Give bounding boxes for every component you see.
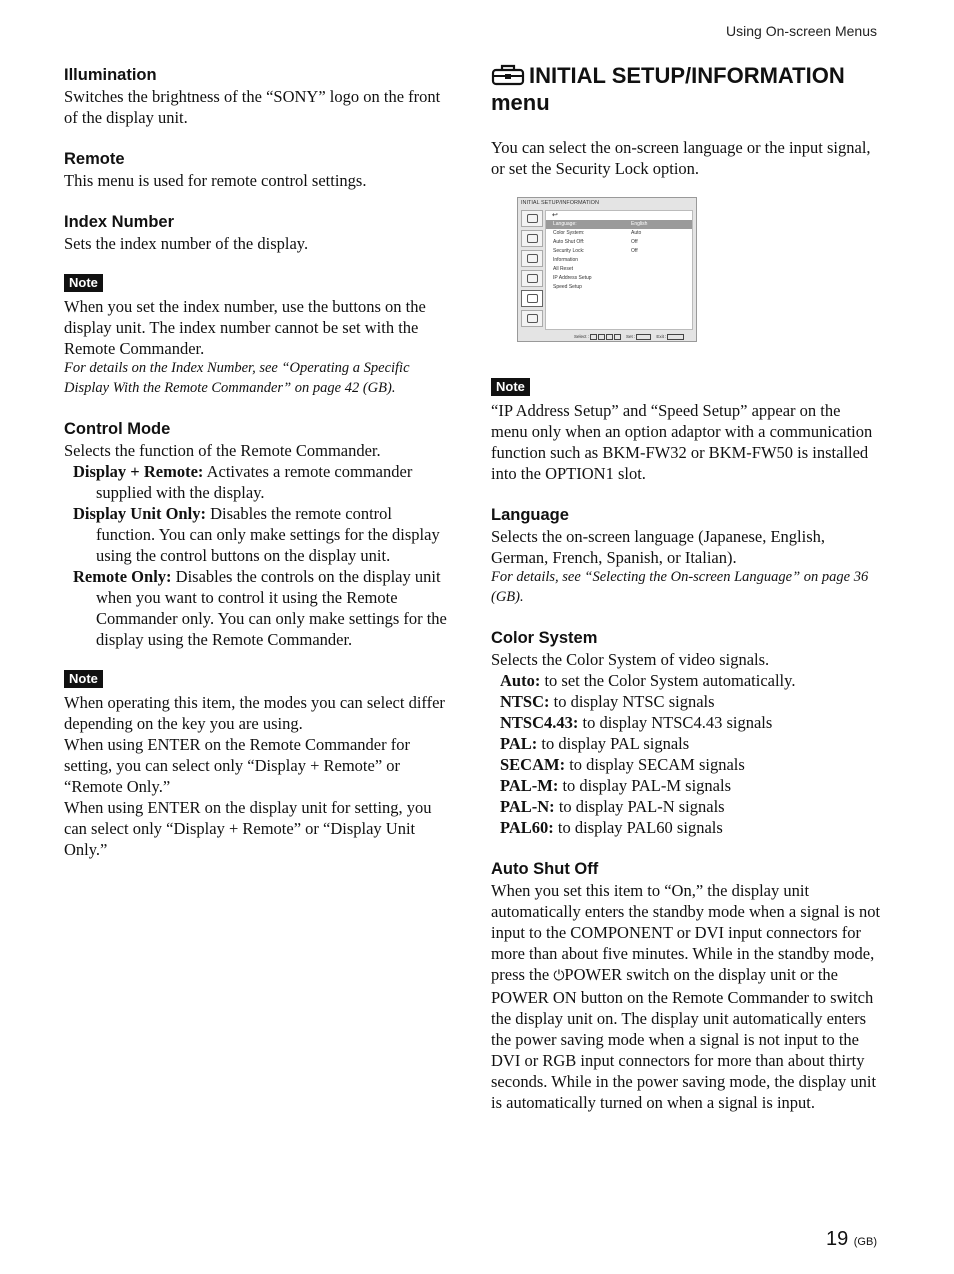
- menu-row: Security Lock: Off: [553, 248, 638, 254]
- color-system-item: Auto: to set the Color System automatically.: [500, 671, 796, 690]
- menu-icon: [521, 210, 543, 227]
- remote-text: This menu is used for remote control settings.: [64, 171, 367, 190]
- note2-para3: When using ENTER on the display unit for setting, you can select only “Display + Remote” or “Display Unit Only.”: [64, 798, 432, 859]
- menu-row: Auto Shut Off: Off: [553, 239, 638, 245]
- menu-row: Speed Setup: [553, 284, 582, 290]
- menu-row: IP Address Setup: [553, 275, 592, 281]
- note-badge: Note: [491, 378, 530, 396]
- menu-icon-column: [521, 210, 543, 330]
- note3-text: “IP Address Setup” and “Speed Setup” appear on the menu only when an option adaptor with a communication function such as BKM-FW32 or BKM-FW50 is installed into the OPTION1 slot.: [491, 401, 873, 483]
- menu-row: Information: [553, 257, 579, 263]
- menu-panel: [545, 210, 693, 330]
- control-mode-text: Selects the function of the Remote Commander.: [64, 441, 381, 460]
- page-number: 19 (GB): [825, 1228, 877, 1250]
- menu-icon: [521, 310, 543, 327]
- power-icon: ⏻: [553, 968, 565, 984]
- color-system-text: Selects the Color System of video signals.: [491, 650, 770, 669]
- left-column: [64, 64, 454, 860]
- heading-illumination: Illumination: [64, 66, 157, 84]
- menu-icon: [521, 230, 543, 247]
- section-title: INITIAL SETUP/INFORMATION menu: [491, 63, 845, 115]
- color-system-item: PAL-M: to display PAL-M signals: [500, 776, 731, 795]
- illumination-text: Switches the brightness of the “SONY” logo on the front of the display unit.: [64, 87, 441, 127]
- note2-para2: When using ENTER on the Remote Commander for setting, you can select only “Display + Remote” or “Remote Only.”: [64, 735, 410, 796]
- screen-footer: Select : Set : Exit :: [574, 334, 684, 340]
- control-mode-item: Remote Only: Disables the controls on the display unit when you want to control it using the Remote Commander only. You can only make settings for the display using the Remote Commander.: [73, 567, 447, 649]
- heading-control-mode: Control Mode: [64, 420, 171, 438]
- menu-icon: [521, 270, 543, 287]
- heading-remote: Remote: [64, 150, 125, 168]
- menu-screen-illustration: [517, 197, 697, 342]
- note-badge: Note: [64, 670, 103, 688]
- back-arrow-icon: ↩: [552, 212, 558, 219]
- control-mode-item: Display + Remote: Activates a remote commander supplied with the display.: [73, 462, 413, 502]
- control-mode-item: Display Unit Only: Disables the remote control function. You can only make settings for the display using the control buttons on the display unit.: [73, 504, 440, 565]
- menu-icon: [521, 290, 543, 307]
- menu-row: Color System: Auto: [553, 230, 642, 236]
- language-text: Selects the on-screen language (Japanese, English, German, French, Spanish, or Italian).: [491, 527, 826, 567]
- color-system-item: PAL: to display PAL signals: [500, 734, 690, 753]
- menu-row: All Reset: [553, 266, 574, 272]
- color-system-item: SECAM: to display SECAM signals: [500, 755, 745, 774]
- auto-shut-off-text: When you set this item to “On,” the display unit automatically enters the standby mode when a signal is not input to the COMPONENT or DVI input connectors for more than about five minutes. While in the standby mode, press the ⏻POWER switch on the display unit or the POWER ON button on the Remote Commander to switch the display unit on. The display unit automatically enters the power saving mode when a signal is not input to the DVI or RGB input connectors for more than about thirty seconds. While in the power saving mode, the display unit is automatically turned on when a signal is input.: [491, 881, 881, 1112]
- note-badge: Note: [64, 274, 103, 292]
- language-reference: For details, see “Selecting the On-screen Language” on page 36 (GB).: [491, 569, 869, 605]
- heading-color-system: Color System: [491, 629, 598, 647]
- note2-para1: When operating this item, the modes you can select differ depending on the key you are using.: [64, 693, 445, 733]
- heading-language: Language: [491, 506, 569, 524]
- heading-index-number: Index Number: [64, 213, 175, 231]
- menu-row: Language: English: [546, 220, 692, 229]
- right-column: [491, 64, 881, 1113]
- screen-title: INITIAL SETUP/INFORMATION: [521, 200, 599, 206]
- color-system-item: PAL60: to display PAL60 signals: [500, 818, 723, 837]
- heading-auto-shut-off: Auto Shut Off: [491, 860, 599, 878]
- note1-reference: For details on the Index Number, see “Operating a Specific Display With the Remote Commander” on page 42 (GB).: [64, 360, 410, 396]
- color-system-item: NTSC: to display NTSC signals: [500, 692, 715, 711]
- color-system-item: NTSC4.43: to display NTSC4.43 signals: [500, 713, 773, 732]
- running-header: Using On-screen Menus: [726, 23, 877, 39]
- note1-text: When you set the index number, use the buttons on the display unit. The index number cannot be set with the Remote Commander.: [64, 297, 426, 358]
- index-number-text: Sets the index number of the display.: [64, 234, 309, 253]
- menu-icon: [521, 250, 543, 267]
- toolbox-icon: [491, 64, 525, 91]
- color-system-item: PAL-N: to display PAL-N signals: [500, 797, 725, 816]
- intro-text: You can select the on-screen language or the input signal, or set the Security Lock option.: [491, 138, 871, 178]
